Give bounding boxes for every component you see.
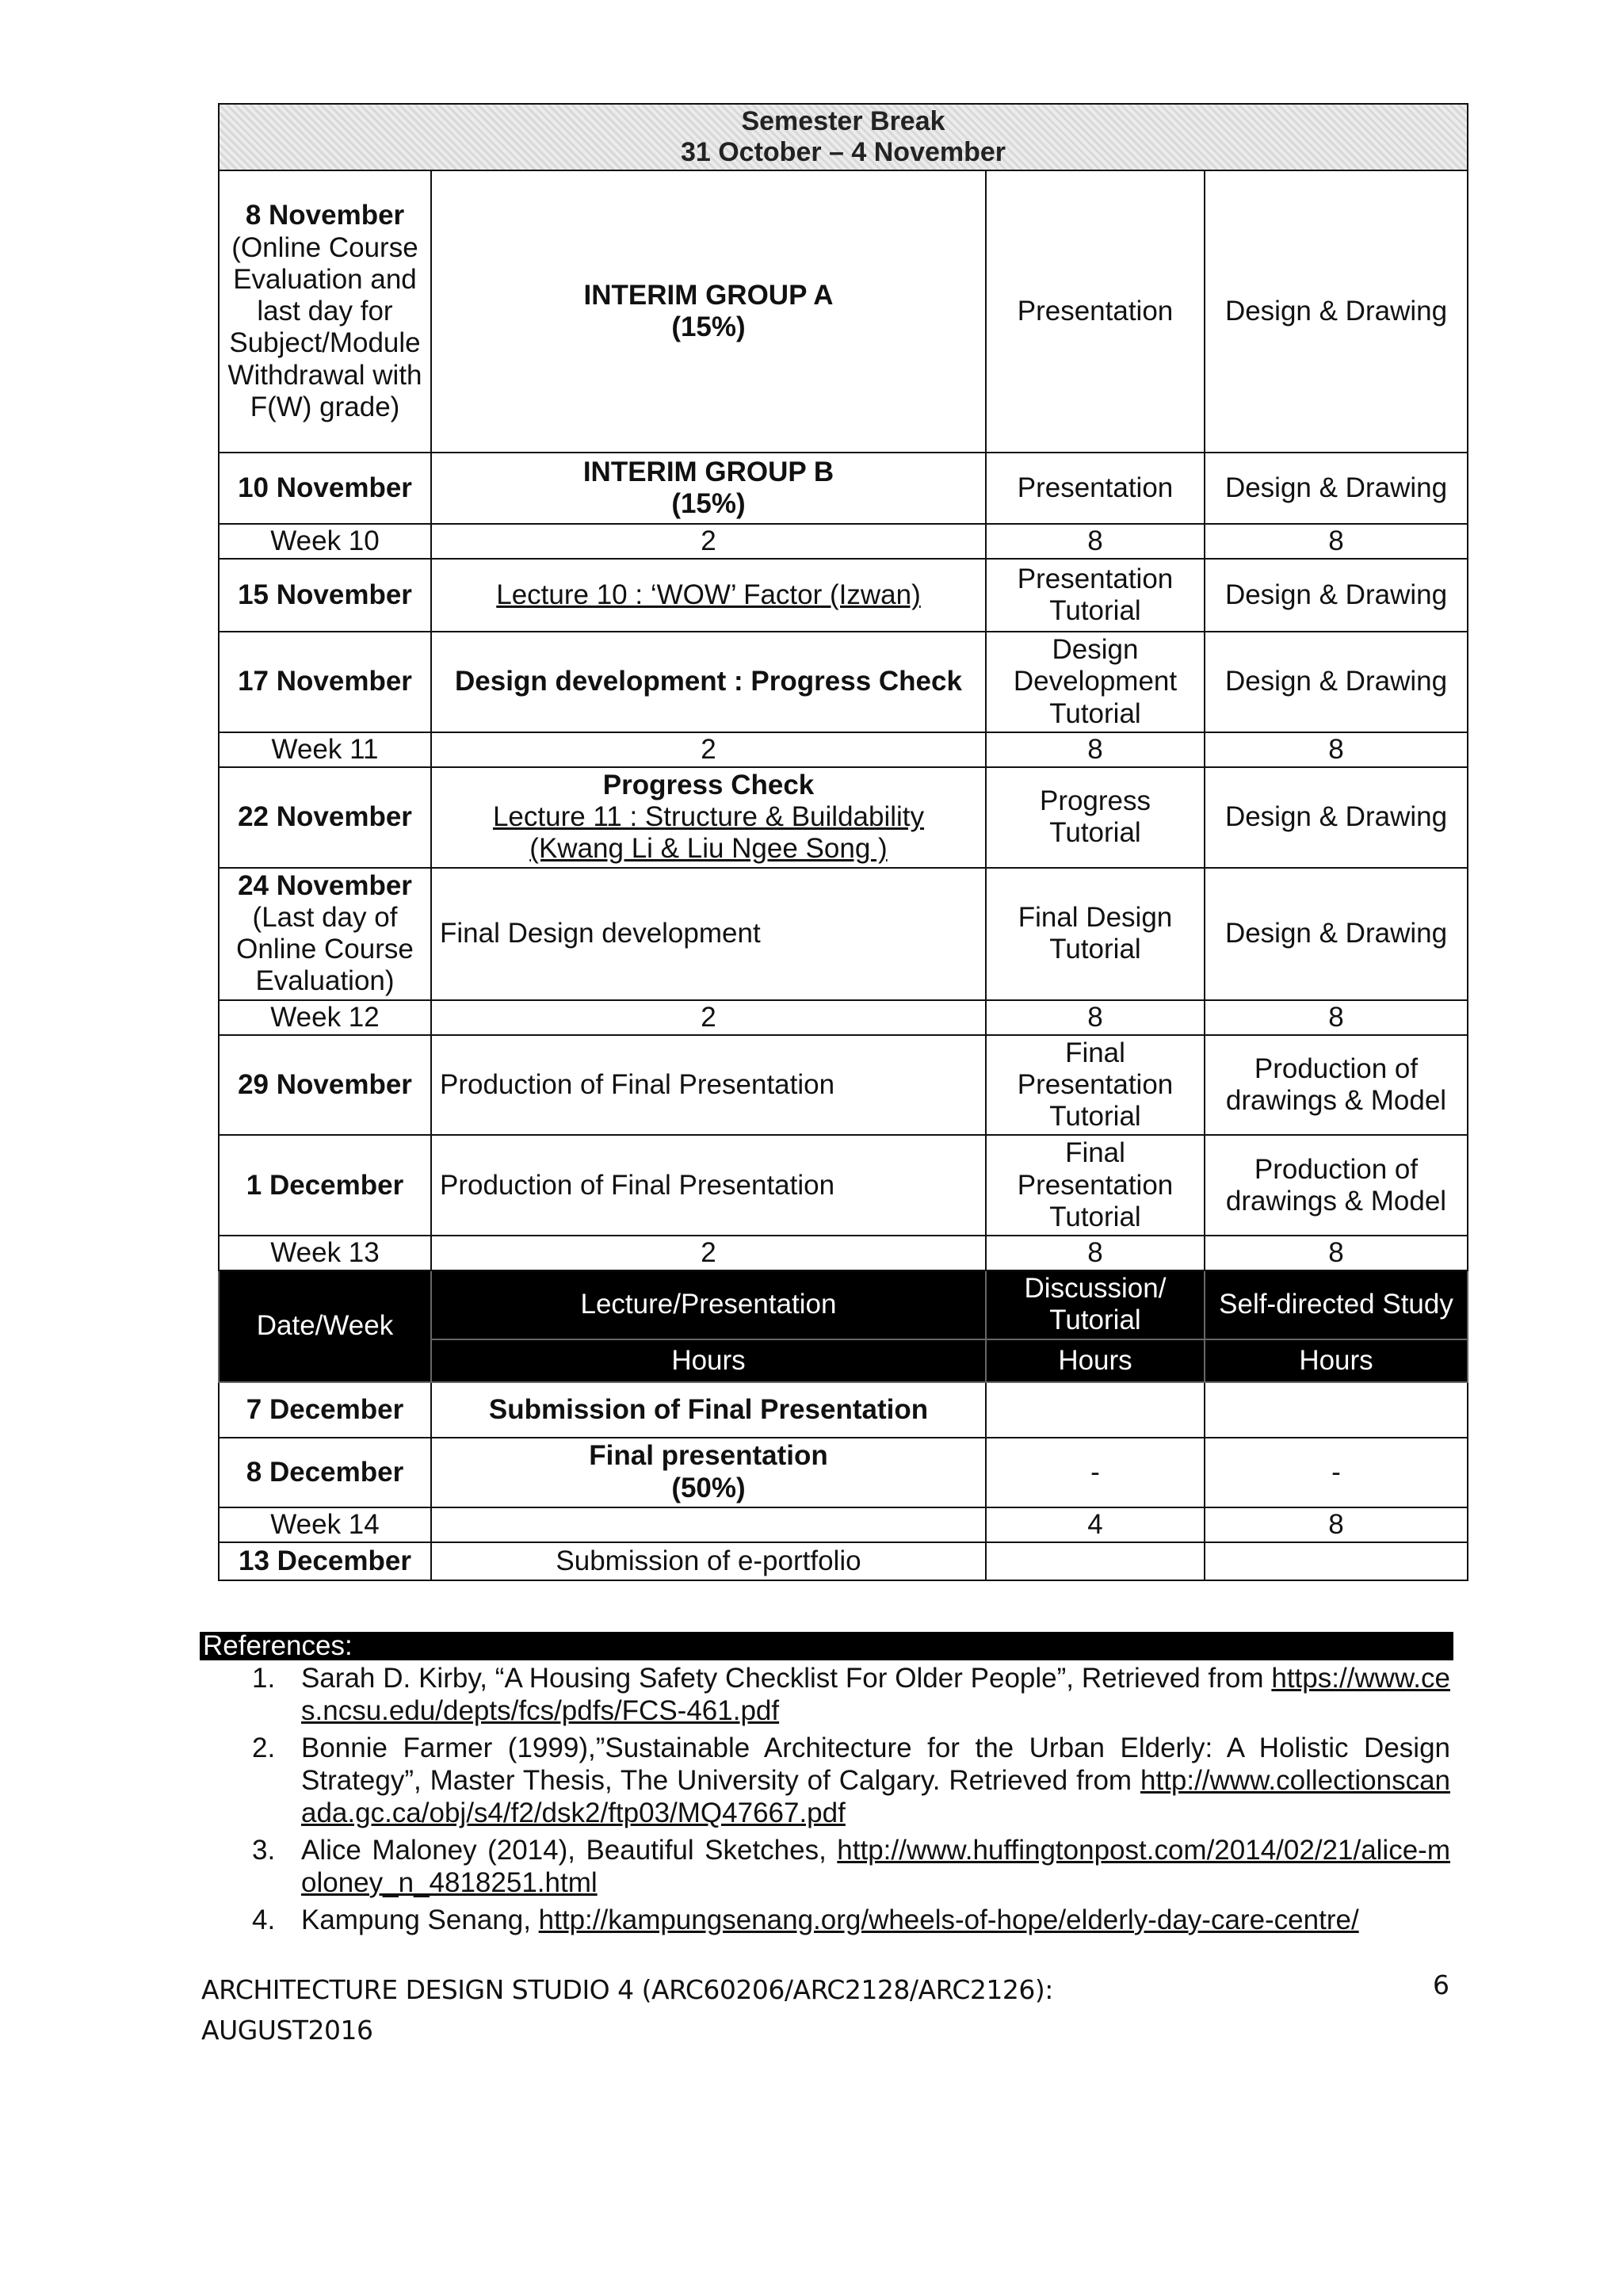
table-row [219,868,1468,1000]
tutorial-hours: 8 [986,524,1205,559]
lecture-cell: Production of Final Presentation [431,1135,986,1236]
semester-break-row [219,104,1468,170]
lecture-cell [431,170,986,453]
study-cell: Design & Drawing [1205,559,1468,632]
week-label: Week 10 [219,524,431,559]
study-cell: Design & Drawing [1205,767,1468,868]
week-row [219,732,1468,767]
study-cell: Design & Drawing [1205,170,1468,453]
lecture-cell: Design development : Progress Check [431,632,986,732]
date-cell: 10 November [219,453,431,524]
lecture-names: (Kwang Li & Liu Ngee Song ) [529,833,888,865]
lecture-cell: Production of Final Presentation [431,1035,986,1136]
lecture-hours [431,1507,986,1542]
header-study: Self-directed Study [1205,1270,1468,1339]
footer-course: ARCHITECTURE DESIGN STUDIO 4 (ARC60206/ARC2128/ARC2126): [201,1974,1053,2005]
date-cell [219,170,431,453]
table-row [219,559,1468,632]
lecture-label: INTERIM GROUP A [583,279,834,311]
tutorial-cell: Final Presentation Tutorial [986,1035,1205,1136]
tutorial-cell: Presentation [986,170,1205,453]
header-hours: Hours [431,1339,986,1382]
tutorial-hours: 8 [986,1236,1205,1270]
tutorial-cell: Design Development Tutorial [986,632,1205,732]
tutorial-cell: - [986,1438,1205,1507]
week-row [219,1507,1468,1542]
week-row [219,524,1468,559]
lecture-label: INTERIM GROUP B [582,456,834,487]
header-hours: Hours [1205,1339,1468,1382]
header-lecture: Lecture/Presentation [431,1270,986,1339]
tutorial-cell: Presentation Tutorial [986,559,1205,632]
study-hours: 8 [1205,524,1468,559]
lecture-note: (50%) [671,1472,746,1503]
lecture-title: Progress Check [602,769,815,800]
week-label: Week 14 [219,1507,431,1542]
reference-link[interactable]: http://www.collectionscanada.gc.ca/obj/s4/f2/dsk2/ftp03/MQ47667.pdf [301,1764,1450,1828]
reference-item [238,1733,1450,1830]
schedule-table [218,103,1468,1581]
reference-text: Alice Maloney (2014), Beautiful Sketches, [301,1834,838,1866]
study-cell: - [1205,1438,1468,1507]
header-tutorial: Discussion/ Tutorial [986,1270,1205,1339]
week-label: Week 11 [219,732,431,767]
lecture-label: Lecture 11 : Structure & Buildability [492,801,925,833]
reference-link[interactable]: https://www.ces.ncsu.edu/depts/fcs/pdfs/FCS-461.pdf [301,1663,1450,1726]
lecture-hours: 2 [431,1236,986,1270]
references-list [238,1663,1450,1942]
semester-break-cell [219,104,1468,170]
table-row [219,1035,1468,1136]
page-number: 6 [1433,1969,1449,2000]
study-hours: 8 [1205,1236,1468,1270]
lecture-cell: Lecture 10 : ‘WOW’ Factor (Izwan) [431,559,986,632]
reference-number: 1. [252,1663,276,1694]
lecture-note: (15%) [671,311,746,343]
study-cell: Design & Drawing [1205,868,1468,1000]
tutorial-hours: 8 [986,732,1205,767]
reference-text: Kampung Senang, [301,1904,539,1935]
tutorial-cell: Presentation [986,453,1205,524]
study-hours: 8 [1205,1000,1468,1035]
date-cell: 1 December [219,1135,431,1236]
reference-text: Bonnie Farmer (1999),”Sustainable Architecture for the Urban Elderly: A Holistic Design Strategy”, Master Thesis, The University of Calgary. Retrieved from [301,1732,1450,1796]
table-row [219,453,1468,524]
tutorial-cell [986,1542,1205,1580]
study-cell [1205,1542,1468,1580]
week-row [219,1236,1468,1270]
date-label: 8 November [245,200,405,231]
date-note: (Last day of Online Course Evaluation) [236,901,414,997]
reference-number: 4. [252,1904,276,1935]
tutorial-hours: 8 [986,1000,1205,1035]
week-label: Week 12 [219,1000,431,1035]
date-cell: 13 December [219,1542,431,1580]
lecture-hours: 2 [431,732,986,767]
semester-break-title: Semester Break [741,106,945,136]
reference-number: 2. [252,1732,276,1763]
lecture-note: (15%) [671,488,746,520]
date-cell: 17 November [219,632,431,732]
table-row [219,1135,1468,1236]
lecture-label: Final presentation [589,1440,828,1472]
lecture-cell [431,453,986,524]
study-cell: Design & Drawing [1205,453,1468,524]
reference-item [238,1835,1450,1900]
table-row [219,632,1468,732]
table-row [219,767,1468,868]
reference-link[interactable]: http://kampungsenang.org/wheels-of-hope/elderly-day-care-centre/ [538,1904,1359,1935]
footer-date: AUGUST2016 [201,2015,373,2046]
date-cell [219,868,431,1000]
lecture-cell: Submission of Final Presentation [431,1382,986,1438]
table-row [219,1542,1468,1580]
tutorial-cell: Final Presentation Tutorial [986,1135,1205,1236]
header-row [219,1270,1468,1339]
reference-number: 3. [252,1834,276,1866]
date-cell: 15 November [219,559,431,632]
date-label: 24 November [238,869,412,901]
reference-item [238,1904,1450,1937]
tutorial-cell [986,1382,1205,1438]
date-cell: 8 December [219,1438,431,1507]
lecture-cell: Submission of e-portfolio [431,1542,986,1580]
table-row [219,1438,1468,1507]
table-row [219,170,1468,453]
tutorial-cell: Final Design Tutorial [986,868,1205,1000]
date-cell: 22 November [219,767,431,868]
study-hours: 8 [1205,732,1468,767]
page-footer [201,1969,1053,2050]
references-heading: References: [200,1632,1453,1660]
study-cell [1205,1382,1468,1438]
week-row [219,1000,1468,1035]
tutorial-cell: Progress Tutorial [986,767,1205,868]
header-date-week: Date/Week [219,1270,431,1382]
date-cell: 7 December [219,1382,431,1438]
semester-break-dates: 31 October – 4 November [680,137,1006,168]
lecture-hours: 2 [431,1000,986,1035]
header-hours: Hours [986,1339,1205,1382]
lecture-hours: 2 [431,524,986,559]
lecture-cell: Final Design development [431,868,986,1000]
date-cell: 29 November [219,1035,431,1136]
tutorial-hours: 4 [986,1507,1205,1542]
study-cell: Production of drawings & Model [1205,1035,1468,1136]
date-note: (Online Course Evaluation and last day for Subject/Module Withdrawal with F(W) grade) [227,231,422,422]
lecture-cell [431,767,986,868]
reference-text: Sarah D. Kirby, “A Housing Safety Checklist For Older People”, Retrieved from [301,1663,1272,1694]
table-row [219,1382,1468,1438]
study-cell: Design & Drawing [1205,632,1468,732]
reference-item [238,1663,1450,1728]
reference-link[interactable]: http://www.huffingtonpost.com/2014/02/21/alice-moloney_n_4818251.html [301,1834,1450,1898]
study-cell: Production of drawings & Model [1205,1135,1468,1236]
study-hours: 8 [1205,1507,1468,1542]
lecture-cell [431,1438,986,1507]
week-label: Week 13 [219,1236,431,1270]
